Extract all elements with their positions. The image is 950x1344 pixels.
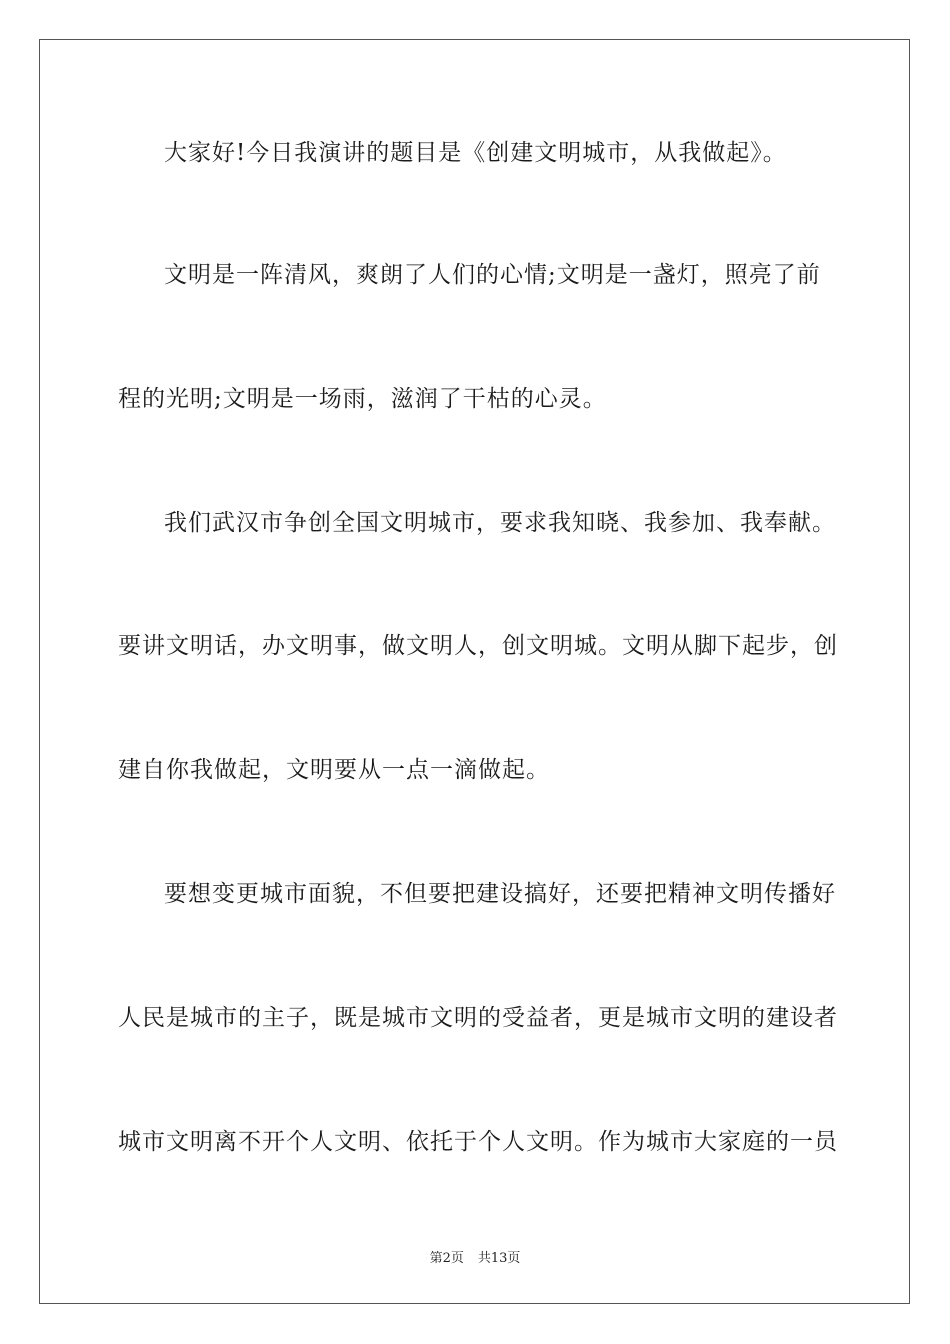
paragraph-line: 要讲文明话，办文明事，做文明人，创文明城。文明从脚下起步，创 xyxy=(118,633,838,659)
paragraph-line: 程的光明;文明是一场雨，滋润了干枯的心灵。 xyxy=(118,386,607,412)
page-frame xyxy=(39,39,910,1304)
paragraph-line: 人民是城市的主子，既是城市文明的受益者，更是城市文明的建设者 xyxy=(118,1005,838,1031)
paragraph-line: 大家好!今日我演讲的题目是《创建文明城市，从我做起》。 xyxy=(164,140,787,166)
page-number-current: 第2页 xyxy=(429,1251,464,1266)
paragraph-line: 要想变更城市面貌，不但要把建设搞好，还要把精神文明传播好 xyxy=(164,881,836,907)
paragraph-line: 我们武汉市争创全国文明城市，要求我知晓、我参加、我奉献。 xyxy=(164,510,836,536)
paragraph-line: 文明是一阵清风，爽朗了人们的心情;文明是一盏灯，照亮了前 xyxy=(164,262,821,288)
paragraph-line: 建自你我做起，文明要从一点一滴做起。 xyxy=(118,757,550,783)
paragraph-line: 城市文明离不开个人文明、依托于个人文明。作为城市大家庭的一员 xyxy=(118,1129,838,1155)
page-footer xyxy=(0,1247,950,1266)
page-number-total: 共13页 xyxy=(477,1251,521,1266)
